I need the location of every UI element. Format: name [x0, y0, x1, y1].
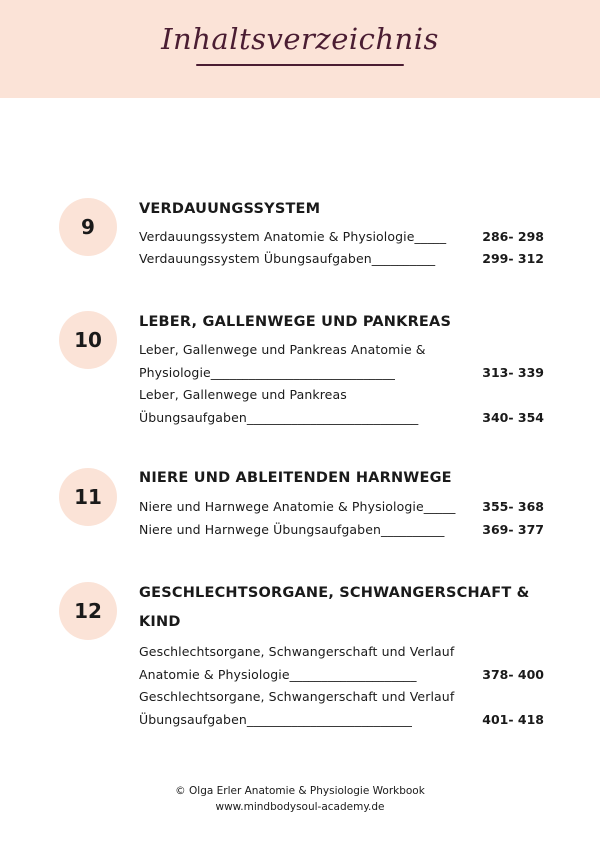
chapter-heading: NIERE UND ABLEITENDEN HARNWEGE: [139, 470, 452, 486]
toc-entry-text: Verdauungssystem Anatomie & Physiologie_____: [139, 229, 447, 244]
toc-entry-text: Übungsaufgaben___________________________: [139, 410, 419, 425]
title-underline: [196, 64, 404, 66]
chapter-heading: VERDAUUNGSSYSTEM: [139, 201, 321, 217]
chapter-number-badge: 9: [59, 198, 117, 256]
toc-entry-pages: 355- 368: [482, 499, 544, 514]
chapter-number-badge: 11: [59, 468, 117, 526]
toc-entry-text: Niere und Harnwege Übungsaufgaben__________: [139, 522, 445, 537]
footer-website: www.mindbodysoul-academy.de: [215, 801, 385, 813]
chapter-number-badge: 12: [59, 582, 117, 640]
chapter-number-badge: 10: [59, 311, 117, 369]
toc-entry-pages: 340- 354: [482, 410, 544, 425]
page-title: Inhaltsverzeichnis: [161, 22, 439, 56]
toc-entry-text: Leber, Gallenwege und Pankreas Anatomie &: [139, 342, 426, 357]
header-banner: [0, 0, 600, 98]
toc-entry-text: Physiologie_____________________________: [139, 365, 395, 380]
footer-copyright: © Olga Erler Anatomie & Physiologie Workbook: [175, 785, 425, 797]
chapter-heading-line1: GESCHLECHTSORGANE, SCHWANGERSCHAFT &: [139, 585, 530, 601]
toc-entry-text: Niere und Harnwege Anatomie & Physiologie_____: [139, 499, 456, 514]
toc-entry-text: Verdauungssystem Übungsaufgaben__________: [139, 251, 436, 266]
toc-entry-text: Übungsaufgaben__________________________: [139, 712, 412, 727]
chapter-heading-line2: KIND: [139, 614, 181, 630]
chapter-heading: LEBER, GALLENWEGE UND PANKREAS: [139, 314, 452, 330]
toc-entry-text: Geschlechtsorgane, Schwangerschaft und Verlauf: [139, 644, 455, 659]
toc-entry-text: Anatomie & Physiologie____________________: [139, 667, 417, 682]
toc-entry-pages: 401- 418: [482, 712, 544, 727]
toc-entry-pages: 369- 377: [482, 522, 544, 537]
toc-entry-text: Leber, Gallenwege und Pankreas: [139, 387, 347, 402]
toc-entry-pages: 378- 400: [482, 667, 544, 682]
toc-entry-pages: 299- 312: [482, 251, 544, 266]
toc-entry-pages: 313- 339: [482, 365, 544, 380]
toc-entry-text: Geschlechtsorgane, Schwangerschaft und Verlauf: [139, 689, 455, 704]
toc-entry-pages: 286- 298: [482, 229, 544, 244]
